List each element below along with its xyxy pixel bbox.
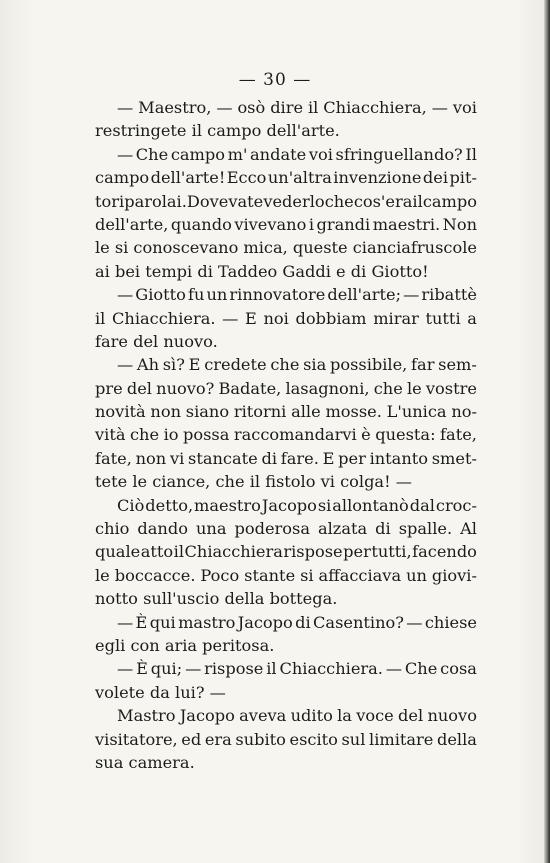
word: aveva xyxy=(239,706,287,726)
word: un'altra xyxy=(267,168,332,188)
word: vi xyxy=(169,448,185,468)
word: sem- xyxy=(438,355,477,375)
word: Jacopo xyxy=(237,612,293,632)
word: sfringuellando? xyxy=(335,144,463,164)
word: Al xyxy=(460,519,477,539)
word: possibile, xyxy=(329,355,408,375)
text-line xyxy=(95,657,477,680)
word: tori xyxy=(95,191,125,211)
word: Jacopo xyxy=(179,706,235,726)
word: credete xyxy=(204,355,267,375)
word: cos'era xyxy=(353,191,413,211)
word: sia xyxy=(303,355,327,375)
word: — xyxy=(117,612,134,632)
text-line xyxy=(95,236,477,259)
word: — xyxy=(222,308,239,328)
word: Chiacchiera, xyxy=(323,98,427,117)
word: boccacce. xyxy=(114,565,196,585)
text-line xyxy=(95,494,477,517)
word: che xyxy=(324,191,354,211)
word: E xyxy=(322,448,335,468)
word: dell'arte, xyxy=(95,214,169,234)
word: escito xyxy=(289,729,338,749)
word: visitatore, xyxy=(95,729,178,749)
word: alle xyxy=(291,402,321,422)
word: Che xyxy=(404,659,438,679)
word: che xyxy=(129,425,160,445)
word: intanto xyxy=(369,448,428,468)
word: nuovo? xyxy=(156,378,215,398)
word: limitare xyxy=(369,729,434,749)
word: per xyxy=(343,542,371,562)
word: pit- xyxy=(449,168,477,188)
word: chiese xyxy=(424,612,477,632)
word: voi xyxy=(452,98,477,117)
word: Giotto xyxy=(135,285,186,305)
word: possa xyxy=(183,425,230,445)
word: la xyxy=(337,706,352,726)
word: raccomandarvi xyxy=(233,425,357,445)
word: — xyxy=(117,98,134,117)
word: Mastro xyxy=(117,706,176,726)
word: — xyxy=(117,355,134,375)
word: Jacopo xyxy=(261,495,317,515)
word: alzata xyxy=(317,519,368,539)
word: mirar xyxy=(373,308,419,328)
word: che xyxy=(270,355,300,375)
word: Ecco xyxy=(226,168,267,188)
text-line xyxy=(95,400,477,423)
word: Poco xyxy=(200,565,240,585)
word: novità xyxy=(95,402,146,422)
text-line xyxy=(95,517,477,540)
word: E xyxy=(245,308,257,328)
word: le xyxy=(95,238,110,258)
word: — xyxy=(117,144,134,164)
word: no- xyxy=(451,402,477,422)
word: fare. xyxy=(280,448,319,468)
word: il xyxy=(173,542,185,562)
text-line xyxy=(95,166,477,189)
word: stancate xyxy=(188,448,258,468)
word: Non xyxy=(442,214,477,234)
text-line xyxy=(95,540,477,563)
word: noi xyxy=(263,308,289,328)
word: smet- xyxy=(431,448,477,468)
word: non xyxy=(135,448,167,468)
text-line xyxy=(95,704,477,727)
word: facendo xyxy=(412,542,477,562)
word: lasagnoni, xyxy=(285,378,370,398)
word: le xyxy=(406,378,422,398)
word: Chiacchiera. xyxy=(112,308,216,328)
word: fate, xyxy=(440,425,477,445)
word: detto, xyxy=(145,495,194,515)
word: subito xyxy=(235,729,286,749)
word: di xyxy=(261,448,277,468)
word: ed xyxy=(181,729,202,749)
word: stante xyxy=(244,565,296,585)
word: mosse. xyxy=(325,402,382,422)
word: Chiacchiera. xyxy=(279,659,383,679)
text-line: ai bei tempi di Taddeo Gaddi e di Giotto! xyxy=(95,261,429,281)
word: un xyxy=(406,565,427,585)
word: il xyxy=(307,98,319,117)
word: di xyxy=(295,612,311,632)
word: udito xyxy=(290,706,333,726)
word: dell'arte! xyxy=(150,168,226,188)
word: del xyxy=(398,706,424,726)
text-line: fare del nuovo. xyxy=(95,331,218,351)
word: campo xyxy=(95,168,150,188)
word: — xyxy=(117,285,134,305)
word: cosa xyxy=(440,659,477,679)
text-line xyxy=(95,143,477,166)
text-line xyxy=(95,353,477,376)
word: m' xyxy=(227,144,248,164)
word: di xyxy=(375,519,391,539)
word: nuovo xyxy=(427,706,477,726)
word: Ah xyxy=(136,355,160,375)
text-line xyxy=(95,190,477,213)
word: Maestro, xyxy=(138,98,212,117)
text-line xyxy=(95,283,477,306)
word: sì? xyxy=(162,355,185,375)
word: voi xyxy=(308,144,333,164)
word: si xyxy=(317,495,332,515)
word: osò xyxy=(237,98,266,117)
word: una xyxy=(195,519,227,539)
word: per xyxy=(338,448,366,468)
word: dei xyxy=(422,168,449,188)
word: spalle. xyxy=(398,519,453,539)
word: rinnovatore xyxy=(229,285,326,305)
word: Badate, xyxy=(218,378,282,398)
word: fu xyxy=(187,285,205,305)
text-line xyxy=(95,423,477,446)
word: — xyxy=(406,612,423,632)
word: del xyxy=(126,378,152,398)
word: fate, xyxy=(95,448,132,468)
word: — xyxy=(117,659,134,679)
word: affacciava xyxy=(318,565,402,585)
word: è xyxy=(361,425,371,445)
word: grandi xyxy=(316,214,371,234)
word: tutti, xyxy=(371,542,412,562)
word: Il xyxy=(465,144,477,164)
word: vità xyxy=(95,425,126,445)
word: dobbiam xyxy=(295,308,367,328)
word: allontanò xyxy=(332,495,409,515)
word: tutti xyxy=(425,308,461,328)
word: dando xyxy=(137,519,188,539)
word: che xyxy=(373,378,403,398)
word: croc- xyxy=(435,495,477,515)
word: era xyxy=(204,729,232,749)
word: questa: xyxy=(375,425,436,445)
word: — xyxy=(216,98,233,117)
word: andate xyxy=(250,144,307,164)
word: sul xyxy=(341,729,366,749)
word: mica, xyxy=(243,238,288,258)
word: ribattè xyxy=(421,285,477,305)
word: Casentino? xyxy=(313,612,404,632)
word: L'unica xyxy=(386,402,447,422)
word: siano xyxy=(185,402,230,422)
word: il xyxy=(266,659,277,679)
word: a xyxy=(467,308,477,328)
word: Ciò xyxy=(117,495,145,515)
word: rispose xyxy=(204,659,264,679)
word: conoscevano xyxy=(133,238,239,258)
word: invenzione xyxy=(333,168,422,188)
text-line xyxy=(95,377,477,400)
text-line: volete da lui? — xyxy=(95,682,226,702)
word: Che xyxy=(135,144,169,164)
word: della xyxy=(436,729,477,749)
word: cianciafruscole xyxy=(352,238,477,258)
text-line: notto sull'uscio della bottega. xyxy=(95,589,338,609)
word: mastro xyxy=(178,612,236,632)
word: vivevano xyxy=(234,214,307,234)
text-line: restringete il campo dell'arte. xyxy=(95,121,340,141)
text-line: tete le ciance, che il fistolo vi colga! — xyxy=(95,472,412,492)
word: Chiacchiera xyxy=(184,542,283,562)
word: poderosa xyxy=(234,519,310,539)
word: campo xyxy=(422,191,477,211)
word: io xyxy=(163,425,179,445)
word: maestri. xyxy=(372,214,441,234)
page-number: — 30 — xyxy=(238,70,312,90)
text-line: sua camera. xyxy=(95,752,195,772)
word: — xyxy=(385,659,403,679)
word: non xyxy=(150,402,182,422)
word: un xyxy=(206,285,228,305)
word: rispose xyxy=(283,542,343,562)
word: voce xyxy=(356,706,394,726)
word: — xyxy=(403,285,420,305)
word: il xyxy=(95,308,106,328)
word: atto xyxy=(140,542,174,562)
word: dire xyxy=(270,98,304,117)
word: quando xyxy=(170,214,232,234)
word: i xyxy=(308,214,315,234)
word: ritorni xyxy=(233,402,287,422)
word: È xyxy=(136,659,148,679)
word: queste xyxy=(292,238,348,258)
word: dell'arte; xyxy=(327,285,402,305)
page-edge-shadow xyxy=(544,0,550,863)
word: parolai. xyxy=(124,191,187,211)
word: si xyxy=(300,565,314,585)
word: vostre xyxy=(425,378,477,398)
word: qui; xyxy=(150,659,183,679)
text-line xyxy=(95,611,477,634)
word: si xyxy=(114,238,129,258)
text-line xyxy=(95,213,477,236)
word: dal xyxy=(409,495,435,515)
text-line: egli con aria peritosa. xyxy=(95,635,275,655)
text-line xyxy=(95,564,477,587)
word: le xyxy=(95,565,110,585)
word: Dovevate xyxy=(186,191,264,211)
text-line xyxy=(95,728,477,751)
word: campo xyxy=(170,144,225,164)
word: il xyxy=(412,191,423,211)
word: pre xyxy=(95,378,123,398)
word: — xyxy=(431,98,448,117)
word: quale xyxy=(95,542,141,562)
word: maestro xyxy=(194,495,261,515)
word: giovi- xyxy=(431,565,477,585)
body-text xyxy=(95,96,477,774)
word: E xyxy=(188,355,201,375)
word: far xyxy=(411,355,435,375)
word: chio xyxy=(95,519,130,539)
word: qui xyxy=(149,612,176,632)
text-line xyxy=(95,96,477,119)
word: vederlo xyxy=(263,191,325,211)
text-line xyxy=(95,447,477,470)
text-line xyxy=(95,307,477,330)
word: È xyxy=(135,612,148,632)
word: — xyxy=(185,659,202,679)
